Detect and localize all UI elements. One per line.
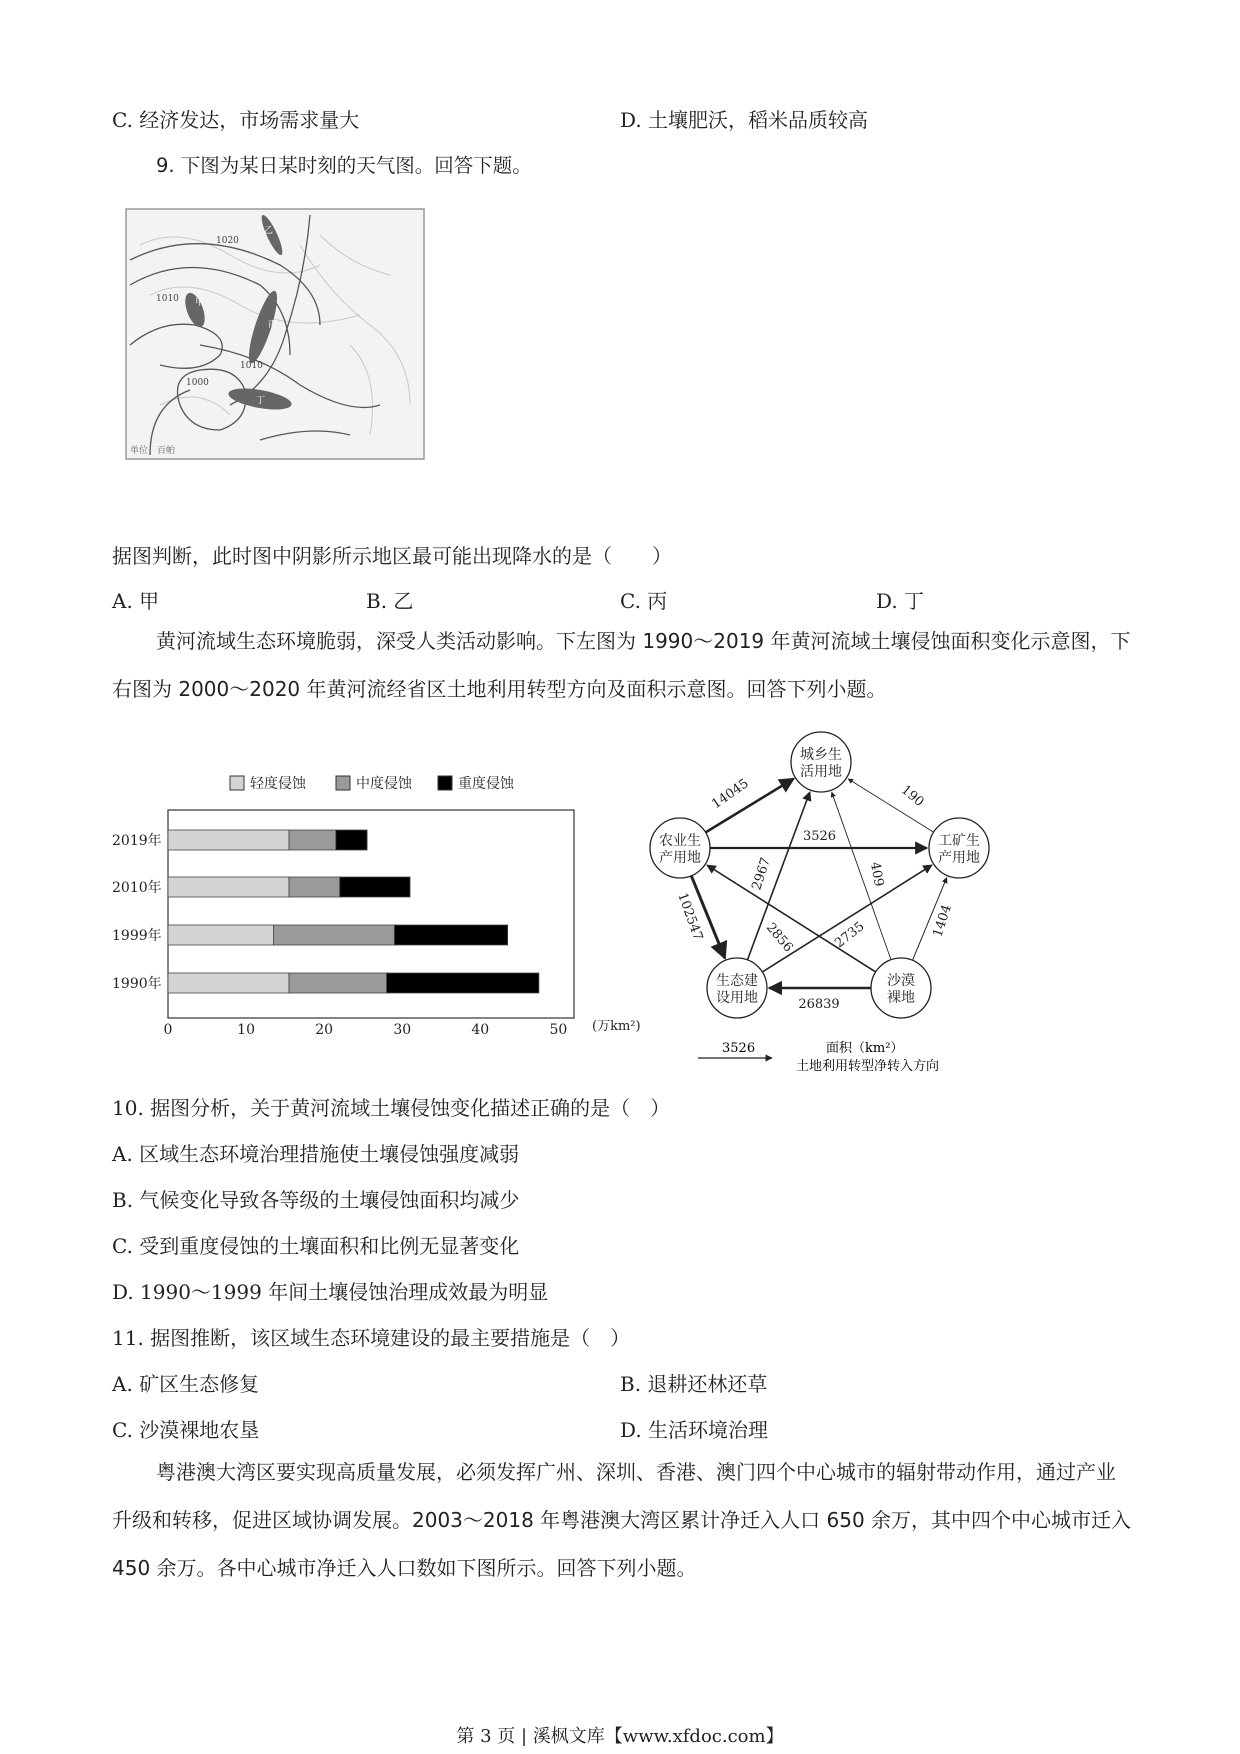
region-label-ding: 丁 <box>256 396 266 406</box>
legend-label: 轻度侵蚀 <box>250 776 306 792</box>
bar-segment <box>168 830 289 850</box>
bar-segment <box>289 830 336 850</box>
legend-label: 中度侵蚀 <box>356 776 412 792</box>
category-labels <box>112 832 162 992</box>
q10-option-a: A. 区域生态环境治理措施使土壤侵蚀强度减弱 <box>112 1142 520 1166</box>
x-tick-label: 40 <box>471 1022 490 1038</box>
node-label-eco: 生态建 <box>716 973 758 989</box>
weather-map <box>120 205 430 465</box>
flow-arrow <box>707 865 876 972</box>
isobar-label: 1010 <box>156 294 179 304</box>
category-label: 1990年 <box>112 976 162 992</box>
bars <box>168 830 539 993</box>
q11-option-b: B. 退耕还林还草 <box>620 1372 768 1396</box>
node-label-desert: 裸地 <box>887 990 915 1006</box>
bar-segment <box>394 925 507 945</box>
region-label-jia: 甲 <box>195 298 205 308</box>
q8-option-d: D. 土壤肥沃，稻米品质较高 <box>620 108 869 132</box>
flow-value: 190 <box>897 782 927 811</box>
flow-nodes <box>650 732 989 1018</box>
flow-value: 3526 <box>802 829 837 844</box>
flow-legend <box>698 1041 939 1074</box>
flow-value: 409 <box>866 860 886 888</box>
flow-value: 2856 <box>762 920 796 956</box>
q10-option-b: B. 气候变化导致各等级的土壤侵蚀面积均减少 <box>112 1188 520 1212</box>
bar-segment <box>387 973 539 993</box>
q11-stem: 11. 据图推断，该区域生态环境建设的最主要措施是（ ） <box>112 1326 631 1350</box>
bay-area-intro: 粤港澳大湾区要实现高质量发展，必须发挥广州、深圳、香港、澳门四个中心城市的辐射带动作用，通过产业升级和转移，促进区域协调发展。2003～2018 年粤港澳大湾区累计净迁入人口 650 余万，其中四个中心城市迁入 450 余万。各中心城市净迁入人口数如下图所示。回答下列小题。 <box>112 1460 1132 1580</box>
node-label-urban: 城乡生 <box>800 747 842 763</box>
node-label-mine: 工矿生 <box>938 833 980 849</box>
legend-line2: 土地利用转型净转入方向 <box>796 1059 940 1074</box>
legend-line1: 面积（km²） <box>826 1041 904 1056</box>
x-tick-label: 50 <box>549 1022 568 1038</box>
q9-option-c: C. 丙 <box>620 589 668 613</box>
x-axis-ticks <box>164 1022 568 1038</box>
q8-option-c: C. 经济发达，市场需求量大 <box>112 108 360 132</box>
isobar-label: 1000 <box>186 378 209 388</box>
flow-value: 14045 <box>709 776 752 813</box>
legend-swatch <box>336 776 350 790</box>
flow-value: 1404 <box>930 902 955 939</box>
q9-question: 据图判断，此时图中阴影所示地区最可能出现降水的是（ ） <box>112 544 672 568</box>
q9-option-a: A. 甲 <box>112 589 160 613</box>
x-tick-label: 20 <box>315 1022 334 1038</box>
x-tick-label: 30 <box>393 1022 412 1038</box>
yellow-river-intro: 黄河流域生态环境脆弱，深受人类活动影响。下左图为 1990～2019 年黄河流域土壤侵蚀面积变化示意图，下右图为 2000～2020 年黄河流经省区土地利用转型方向及面积示意图。回答下列小题。 <box>112 629 1131 701</box>
node-label-agri: 产用地 <box>659 850 701 866</box>
flow-arrow <box>762 865 932 972</box>
legend-value: 3526 <box>722 1041 756 1056</box>
q11-option-a: A. 矿区生态修复 <box>112 1372 260 1396</box>
node-label-mine: 产用地 <box>938 850 980 866</box>
region-label-bing: 丙 <box>268 320 278 330</box>
q10-option-d: D. 1990～1999 年间土壤侵蚀治理成效最为明显 <box>112 1280 549 1304</box>
x-tick-label: 10 <box>237 1022 255 1038</box>
bar-segment <box>289 973 387 993</box>
q9-option-b: B. 乙 <box>366 589 414 613</box>
category-label: 2019年 <box>112 833 162 849</box>
q11-option-c: C. 沙漠裸地农垦 <box>112 1418 260 1442</box>
category-label: 1999年 <box>112 928 162 944</box>
x-axis-unit: (万km²) <box>592 1019 641 1034</box>
erosion-bar-chart <box>108 760 668 1060</box>
node-label-desert: 沙漠 <box>887 973 915 989</box>
bar-segment <box>168 973 289 993</box>
q9-option-d: D. 丁 <box>876 589 925 613</box>
flow-value: 2967 <box>749 855 774 892</box>
q9-stem: 9. 下图为某日某时刻的天气图。回答下题。 <box>156 154 532 177</box>
flow-value: 102547 <box>674 890 706 943</box>
page-footer: 第 3 页 | 溪枫文库【www.xfdoc.com】 <box>456 1726 784 1747</box>
flow-value: 2735 <box>832 919 868 952</box>
flow-value: 26839 <box>798 997 840 1012</box>
map-unit: 单位：百帕 <box>130 446 176 456</box>
legend-swatch <box>230 776 244 790</box>
q10-option-c: C. 受到重度侵蚀的土壤面积和比例无显著变化 <box>112 1234 520 1258</box>
bar-segment <box>336 830 367 850</box>
chart-legend <box>230 775 515 792</box>
region-label-yi: 乙 <box>264 226 274 236</box>
x-tick-label: 0 <box>163 1022 173 1038</box>
q10-stem: 10. 据图分析，关于黄河流域土壤侵蚀变化描述正确的是（ ） <box>112 1096 671 1120</box>
legend-label: 重度侵蚀 <box>458 776 514 792</box>
isobar-label: 1010 <box>240 361 263 371</box>
node-label-agri: 农业生 <box>659 833 701 849</box>
bar-segment <box>289 877 340 897</box>
flow-arrows <box>691 779 946 988</box>
land-use-flow-diagram <box>636 712 996 1082</box>
q11-option-d: D. 生活环境治理 <box>620 1418 769 1442</box>
isobar-label: 1020 <box>216 236 239 246</box>
node-label-eco: 设用地 <box>716 990 758 1006</box>
bar-segment <box>168 925 273 945</box>
category-label: 2010年 <box>112 880 162 896</box>
legend-swatch <box>438 776 452 790</box>
bar-segment <box>273 925 394 945</box>
bar-segment <box>340 877 410 897</box>
node-label-urban: 活用地 <box>800 764 842 780</box>
bar-segment <box>168 877 289 897</box>
